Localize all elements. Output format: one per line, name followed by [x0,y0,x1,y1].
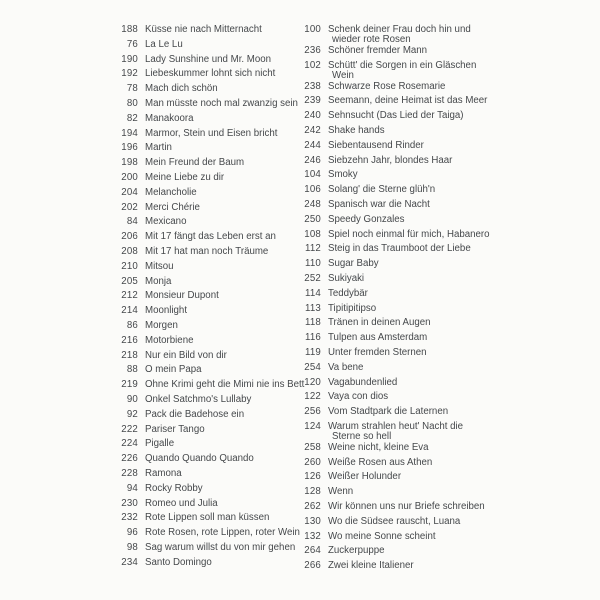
song-entry [287,362,490,373]
song-title [328,24,471,46]
song-title-line: Schütt' die Sorgen in ein Gläschen [328,59,477,71]
song-title-line: Monsieur Dupont [145,290,219,302]
song-title [145,438,174,449]
song-title-line: Mach dich schön [145,83,218,95]
song-title [145,172,224,183]
song-title-line: Tipitipitipso [328,302,377,314]
song-title [328,95,487,106]
song-title-line: Liebeskummer lohnt sich nicht [145,68,276,80]
song-title [145,512,269,523]
song-entry [287,258,490,269]
song-page-number: 92 [126,408,138,420]
song-title-line: Solang' die Sterne glüh'n [328,184,436,196]
song-title [145,157,244,168]
song-entry [104,68,304,79]
song-page-number: 104 [304,169,321,181]
song-title [328,421,463,443]
song-page-number: 122 [304,391,321,403]
song-page-number: 114 [304,287,321,299]
song-title-line: Vom Stadtpark die Laternen [328,406,449,418]
song-title-line: Mexicano [145,216,187,228]
song-entry [287,560,490,571]
song-title [328,501,485,512]
song-entry [104,527,304,538]
song-entry [287,501,490,512]
song-title-line: Santo Domingo [145,556,212,568]
song-page-number: 254 [304,361,321,373]
song-entry [104,157,304,168]
song-entry [104,54,304,65]
song-page-number: 234 [121,556,138,568]
song-title-line: Schöner fremder Mann [328,44,428,56]
song-entry [287,457,490,468]
song-page-number: 239 [304,95,321,107]
song-title [145,246,268,257]
song-title-line: Onkel Satchmo's Lullaby [145,393,252,405]
song-title [145,424,205,435]
song-title [328,199,430,210]
song-title-line: Quando Quando Quando [145,453,254,465]
song-page-number: 240 [304,110,321,122]
song-title [145,409,244,420]
song-title-line: Mit 17 fängt das Leben erst an [145,231,276,243]
song-entry [104,128,304,139]
song-page-number: 192 [121,68,138,80]
song-entry [104,290,304,301]
song-entry [104,261,304,272]
song-entry [287,140,490,151]
index-column-right [287,24,490,575]
song-page-number: 110 [304,258,321,270]
song-title-line: Pack die Badehose ein [145,408,245,420]
song-page-number: 196 [121,142,138,154]
song-page-number: 113 [304,302,321,314]
song-title [328,317,431,328]
song-title [145,527,300,538]
song-title [145,231,276,242]
song-entry [104,557,304,568]
song-entry [287,199,490,210]
song-entry [287,516,490,527]
song-page-number: 222 [121,423,138,435]
song-page-number: 124 [304,420,321,432]
song-entry [104,320,304,331]
song-title-line: Martin [145,142,172,154]
song-title [328,471,401,482]
song-title-line: Rocky Robby [145,482,203,494]
song-title-line: Mit 17 hat man noch Träume [145,245,269,257]
song-title [328,81,445,92]
song-title [328,60,476,82]
song-title [145,128,277,139]
song-page-number: 264 [304,545,321,557]
song-title [145,216,186,227]
song-page-number: 102 [304,59,321,71]
song-title [328,273,364,284]
song-page-number: 256 [304,406,321,418]
song-title [145,320,178,331]
song-title [145,113,193,124]
song-entry [287,184,490,195]
song-entry [287,545,490,556]
song-title [328,169,358,180]
song-page-number: 126 [304,471,321,483]
song-entry [104,542,304,553]
song-title [328,442,429,453]
song-entry [287,391,490,402]
song-title [145,350,227,361]
song-entry [287,406,490,417]
song-title-line: Romeo und Julia [145,497,218,509]
song-page-number: 128 [304,486,321,498]
song-title [145,364,202,375]
song-entry [104,483,304,494]
song-title-line: Seemann, deine Heimat ist das Meer [328,95,488,107]
song-title-line: Man müsste noch mal zwanzig sein [145,97,298,109]
song-page-number: 208 [121,245,138,257]
song-entry [104,453,304,464]
song-entry [104,276,304,287]
song-title [328,184,435,195]
song-title-line: Vagabundenlied [328,376,398,388]
song-entry [104,142,304,153]
song-page-number: 242 [304,125,321,136]
song-entry [287,288,490,299]
song-page-number: 266 [304,560,321,572]
song-title-line: Wein [332,69,354,81]
song-title-line: Motorbiene [145,334,194,346]
song-entry [104,216,304,227]
song-title-line: Mitsou [145,260,174,272]
song-title [328,229,490,240]
song-title-line: Va bene [328,361,364,373]
song-title [145,39,183,50]
song-page-number: 212 [121,290,138,302]
song-page-number: 119 [304,346,321,358]
song-title [145,261,174,272]
song-page-number: 84 [126,216,138,228]
song-entry [287,169,490,180]
song-entry [287,229,490,240]
song-title [145,468,182,479]
song-entry [104,364,304,375]
song-entry [104,409,304,420]
song-page-number: 106 [304,184,321,196]
song-entry [104,24,304,35]
song-title [145,142,172,153]
song-title-line: Speedy Gonzales [328,213,405,225]
song-entry [287,273,490,284]
song-page-number: 205 [121,275,138,287]
song-page-number: 226 [121,453,138,465]
song-title-line: Morgen [145,319,178,331]
song-entry [287,110,490,121]
song-title [328,560,414,571]
song-title-line: Zuckerpuppe [328,545,385,557]
song-title [145,394,251,405]
song-entry [287,377,490,388]
song-page-number: 194 [121,127,138,139]
song-entry [104,350,304,361]
song-title-line: Weiße Rosen aus Athen [328,456,433,468]
song-entry [287,442,490,453]
song-title [328,258,379,269]
song-page-number: 224 [121,438,138,450]
song-entry [104,305,304,316]
song-entry [104,113,304,124]
song-title-line: Küsse nie nach Mitternacht [145,24,262,35]
song-title-line: Melancholie [145,186,197,198]
song-page-number: 188 [121,24,138,35]
song-title-line: Sugar Baby [328,258,379,270]
song-title-line: Rote Lippen soll man küssen [145,512,270,524]
song-page-number: 88 [126,364,138,376]
song-entry [104,512,304,523]
song-entry [104,187,304,198]
song-entry [104,172,304,183]
song-page-number: 244 [304,139,321,151]
song-title [145,68,275,79]
song-page-number: 90 [126,393,138,405]
song-title-line: Vaya con dios [328,391,389,403]
song-title-line: Lady Sunshine und Mr. Moon [145,53,272,65]
song-title-line: Siebzehn Jahr, blondes Haar [328,154,453,166]
song-page-number: 98 [126,541,138,553]
song-page-number: 262 [304,501,321,513]
song-title-line: Ohne Krimi geht die Mimi nie ins Bett [145,379,305,391]
song-page-number: 204 [121,186,138,198]
song-title [328,391,388,402]
song-title [328,362,363,373]
song-title-line: Wo die Südsee rauscht, Luana [328,515,461,527]
song-entry [287,303,490,314]
song-page-number: 248 [304,198,321,210]
song-title [145,290,219,301]
song-page-number: 108 [304,228,321,240]
song-title-line: wieder rote Rosen [332,34,411,45]
song-entry [104,438,304,449]
song-title-line: Nur ein Bild von dir [145,349,227,361]
song-title [145,335,193,346]
song-page-number: 96 [126,527,138,539]
song-entry [104,379,304,390]
song-title [145,98,298,109]
song-title-line: Wenn [328,486,354,498]
song-title [328,155,452,166]
song-page-number: 252 [304,272,321,284]
song-page-number: 78 [126,83,138,95]
song-page-number: 132 [304,530,321,542]
song-title [328,332,427,343]
song-title-line: Siebentausend Rinder [328,139,424,151]
song-title [145,83,218,94]
song-title-line: Sehnsucht (Das Lied der Taiga) [328,110,464,122]
song-title-line: Marmor, Stein und Eisen bricht [145,127,278,139]
song-entry [104,202,304,213]
song-title-line: Unter fremden Sternen [328,346,427,358]
song-entry [104,335,304,346]
song-title [328,531,436,542]
song-title [328,303,376,314]
song-page-number: 232 [121,512,138,524]
song-page-number: 200 [121,171,138,183]
song-page-number: 238 [304,80,321,92]
song-entry [104,424,304,435]
song-entry [287,45,490,56]
song-title [328,545,385,556]
song-title-line: Merci Chérie [145,201,200,213]
song-title-line: Tulpen aus Amsterdam [328,332,428,344]
song-entry [104,246,304,257]
song-title [328,140,424,151]
song-title [328,110,464,121]
song-title-line: Moonlight [145,305,188,317]
song-title [328,288,368,299]
song-entry [287,81,490,92]
song-entry [104,98,304,109]
song-entry [287,243,490,254]
song-title [328,486,353,497]
song-title [145,54,271,65]
song-title-line: Smoky [328,169,358,181]
song-page-number: 218 [121,349,138,361]
song-title-line: Weine nicht, kleine Eva [328,441,429,453]
song-title-line: Shake hands [328,125,385,136]
song-title-line: La Le Lu [145,38,183,50]
song-entry [287,531,490,542]
song-page-number: 210 [121,260,138,272]
song-title [145,202,200,213]
song-page-number: 82 [126,112,138,124]
song-title [145,305,187,316]
song-page-number: 219 [121,379,138,391]
song-entry [287,125,490,136]
song-entry [287,332,490,343]
song-title-line: Mein Freund der Baum [145,157,245,169]
song-title [328,516,460,527]
song-entry [287,95,490,106]
song-page-number: 198 [121,157,138,169]
song-title-line: Pigalle [145,438,175,450]
index-column-left [104,24,304,571]
song-title [145,542,295,553]
song-page-number: 190 [121,53,138,65]
song-page-number: 230 [121,497,138,509]
song-title-line: Tränen in deinen Augen [328,317,431,329]
song-entry [287,60,490,82]
song-title [145,453,254,464]
song-entry [104,394,304,405]
song-title-line: Sag warum willst du von mir gehen [145,541,296,553]
song-title [328,243,471,254]
song-entry [287,317,490,328]
song-entry [104,231,304,242]
song-title [328,377,397,388]
song-title [328,457,432,468]
song-entry [287,421,490,443]
song-title-line: Manakoora [145,112,194,124]
song-page-number: 112 [304,243,321,255]
song-title [145,24,262,35]
song-title-line: Zwei kleine Italiener [328,560,414,572]
song-entry [287,486,490,497]
song-page-number: 86 [126,319,138,331]
song-title [145,187,197,198]
song-title-line: Spanisch war die Nacht [328,198,430,210]
song-title [328,347,427,358]
song-title [328,406,448,417]
song-page-number: 120 [304,376,321,388]
song-title [328,45,427,56]
song-page-number: 76 [126,38,138,50]
song-page-number: 100 [304,24,321,35]
song-entry [287,214,490,225]
song-page-number: 216 [121,334,138,346]
song-title-line: Weißer Holunder [328,471,402,483]
song-title-line: Ramona [145,467,182,479]
song-title-line: Schenk deiner Frau doch hin und [328,24,471,35]
song-title [145,483,203,494]
song-page-number: 258 [304,441,321,453]
song-title-line: Sterne so hell [332,430,392,442]
song-title [145,557,212,568]
song-title [328,125,385,136]
song-title-line: Teddybär [328,287,368,299]
song-entry [104,468,304,479]
song-page-number: 130 [304,515,321,527]
song-title-line: Monja [145,275,172,287]
song-page-number: 118 [304,317,321,329]
song-title-line: Wir können uns nur Briefe schreiben [328,501,485,513]
song-page-number: 206 [121,231,138,243]
song-entry [287,155,490,166]
song-title-line: Steig in das Traumboot der Liebe [328,243,471,255]
song-title-line: Schwarze Rose Rosemarie [328,80,446,92]
song-entry [104,498,304,509]
song-title-line: Pariser Tango [145,423,205,435]
song-page-number: 202 [121,201,138,213]
song-page-number: 94 [126,482,138,494]
song-page-number: 250 [304,213,321,225]
song-title [145,498,218,509]
song-entry [287,24,490,46]
song-title-line: Sukiyaki [328,272,365,284]
song-title-line: O mein Papa [145,364,202,376]
song-title-line: Spiel noch einmal für mich, Habanero [328,228,490,240]
song-page-number: 214 [121,305,138,317]
song-page-number: 228 [121,467,138,479]
song-title [145,276,171,287]
song-title-line: Meine Liebe zu dir [145,171,225,183]
song-title-line: Warum strahlen heut' Nacht die [328,420,464,432]
song-page-number: 80 [126,97,138,109]
song-title [328,214,404,225]
song-entry [104,83,304,94]
song-entry [287,347,490,358]
song-entry [104,39,304,50]
song-page-number: 116 [304,332,321,344]
song-entry [287,471,490,482]
song-page-number: 260 [304,456,321,468]
song-title-line: Rote Rosen, rote Lippen, roter Wein [145,527,300,539]
song-page-number: 246 [304,154,321,166]
song-title [145,379,304,390]
song-page-number: 236 [304,44,321,56]
song-title-line: Wo meine Sonne scheint [328,530,436,542]
